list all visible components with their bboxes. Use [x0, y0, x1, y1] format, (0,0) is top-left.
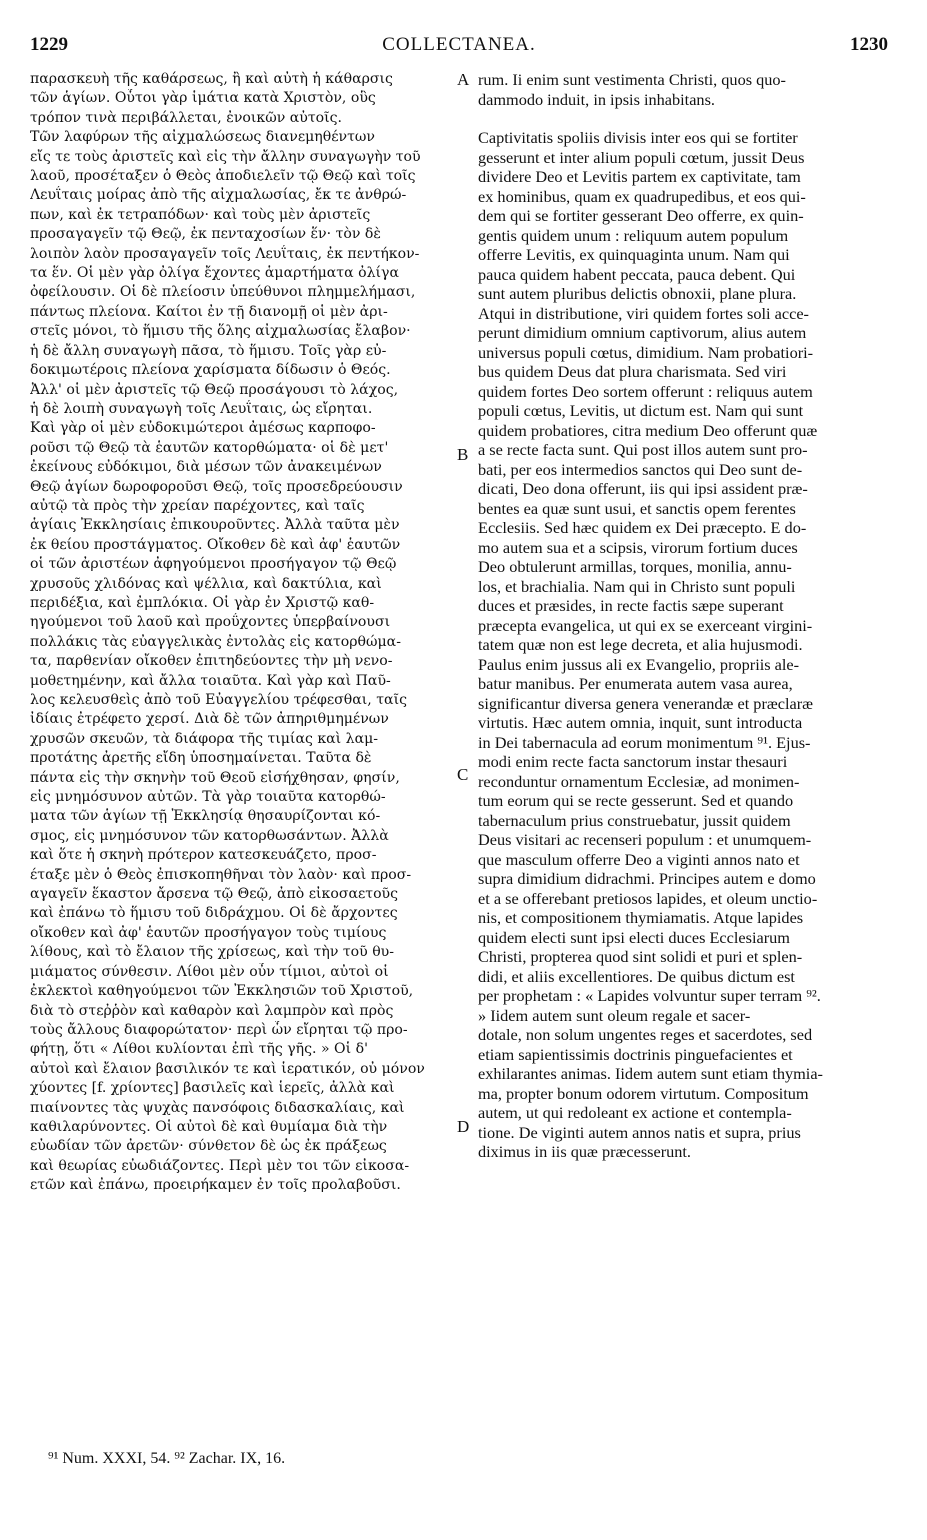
- section-marker-b: B: [457, 445, 469, 464]
- latin-text-line: pauca quidem habent peccata, pauca debent. Qui: [478, 264, 796, 284]
- latin-text-line: Paulus enim jussus ali ex Evangelio, propriis ale-: [478, 654, 800, 674]
- latin-text-line: dotale, non solum ungentes reges et sacerdotes, sed: [478, 1025, 813, 1044]
- greek-text-line: ἐκ θείου προστάγματος. Οἴκοθεν δὲ καὶ ἀφ' ἑαυτῶν: [30, 536, 401, 553]
- latin-text-line: gentis quidem unum : reliquum autem populum: [478, 225, 789, 245]
- latin-text-line: in Dei tabernacula ad eorum monimentum ⁹¹. Ejus-: [478, 732, 811, 752]
- greek-text-line: πάντως πλείονα. Καίτοι ἐν τῇ διανομῇ οἱ μὲν ἀρι-: [30, 303, 388, 320]
- latin-text-line: sunt autem pluribus delictis obnoxii, plane plura.: [478, 284, 797, 303]
- greek-text-line: τῶν ἁγίων. Οὗτοι γὰρ ἱμάτια κατὰ Χριστὸν, οὓς: [30, 90, 376, 107]
- greek-text-line: φήτῃ, ὅτι « Λίθοι κυλίονται ἐπὶ τῆς γῆς. » Οἱ δ': [30, 1041, 368, 1058]
- greek-text-line: αγαγεῖν ἕκαστον ἄρσενα τῷ Θεῷ, ἀπὸ εἰκοσαετοῦς: [30, 886, 399, 903]
- paragraph-gap: [478, 109, 890, 128]
- latin-text-line: exhilarantes animas. Iidem autem sunt etiam thymia-: [478, 1064, 823, 1083]
- latin-text-line: autem, ut qui redoleant ex actione et contempla-: [478, 1103, 792, 1122]
- greek-text-line: Ἀλλ' οἱ μὲν ἀριστεῖς τῷ Θεῷ προσάγουσι τὸ λάχος,: [30, 381, 399, 398]
- latin-main-text: [478, 128, 890, 1162]
- greek-text-line: αὐτοὶ καὶ ἔλαιον βασιλικόν τε καὶ ἱερατικόν, οὐ μόνον: [30, 1060, 425, 1077]
- section-marker-c: C: [457, 765, 469, 784]
- latin-intro: [478, 70, 890, 109]
- latin-text-line: offerre Levitis, ex quinquaginta unum. Nam qui: [478, 245, 790, 264]
- latin-text-line: tione. De viginti autem annos natis et supra, prius: [478, 1122, 801, 1142]
- latin-text-line: didi, et aliis excellentiores. De quibus dictum est: [478, 966, 795, 986]
- greek-text-line: σμος, εἰς μνημόσυνον τῶν κατορθωσάντων. Ἀλλὰ: [30, 827, 389, 844]
- greek-text-line: αὐτῷ τὰ πρὸς τὴν χρείαν παρέχοντες, καὶ ταῖς: [30, 497, 365, 514]
- greek-text-line: Θεῷ ἁγίων δωροφοροῦσι Θεῷ, τοῖς προσεδρεύουσιν: [30, 478, 403, 495]
- footnotes: ⁹¹ Num. XXXI, 54. ⁹² Zachar. IX, 16.: [48, 1450, 286, 1467]
- latin-text-line: rum. Ii enim sunt vestimenta Christi, quos quo-: [478, 70, 786, 89]
- greek-text-line: ἡ δὲ λοιπὴ συναγωγὴ τοῖς Λευΐταις, ὡς εἴρηται.: [30, 400, 373, 417]
- latin-text-line: Atqui in distributione, viri quidem fortes soli acce-: [478, 303, 809, 323]
- latin-text-line: perunt dimidium omnium captivorum, alius autem: [478, 323, 807, 342]
- latin-text-line: supra dimidium didrachmi. Principes autem e domo: [478, 869, 816, 888]
- greek-text-line: ματα τῶν ἁγίων τῇ Ἐκκλησίᾳ θησαυρίζονται κό-: [30, 808, 381, 825]
- greek-text-line: ὀφείλουσιν. Οἱ δὲ πλείοσιν ὑπεύθυνοι πλημμελήμασι,: [30, 284, 416, 301]
- latin-text-line: dicati, Deo dona offerunt, iis qui ipsi assident præ-: [478, 479, 808, 498]
- latin-text-line: Deus visitari ac recenseri populum : et unumquem-: [478, 830, 812, 849]
- latin-text-line: Deo obtulerunt armillas, torques, monilia, annu-: [478, 557, 792, 576]
- latin-text-line: los, et brachialia. Nam qui in Christo sunt populi: [478, 576, 796, 596]
- greek-text-line: Τῶν λαφύρων τῆς αἰχμαλώσεως διανεμηθέντων: [30, 129, 375, 146]
- greek-text-line: παρασκευὴ τῆς καθάρσεως, ἢ καὶ αὐτὴ ἡ κάθαρσις: [30, 71, 393, 87]
- page-header: [30, 34, 888, 64]
- greek-text-line: καὶ ὅτε ἡ σκηνὴ πρότερον κατεσκευάζετο, προσ-: [30, 847, 377, 864]
- latin-text-line: nis, et compositionem thymiamatis. Atque lapides: [478, 908, 804, 927]
- greek-text-line: ἡ δὲ ἄλλη συναγωγὴ πᾶσα, τὸ ἥμισυ. Τοῖς γὰρ εὐ-: [30, 342, 387, 359]
- greek-text-line: περιδέξια, καὶ ἐμπλόκια. Οἱ γὰρ ἐν Χριστῷ καθ-: [30, 594, 375, 611]
- latin-text-line: Christi, propterea quod sint solidi et puri et splen-: [478, 947, 803, 966]
- greek-text-line: πιαίνοντες τὰς ψυχὰς πανσόφοις διδασκαλίαις, καὶ: [30, 1099, 405, 1116]
- latin-text-line: a se recte facta sunt. Qui post illos autem sunt pro-: [478, 440, 808, 459]
- greek-text-line: λος κελευσθεὶς ἀπὸ τοῦ Εὐαγγελίου τρέφεσθαι, ταῖς: [30, 692, 407, 708]
- greek-text-column: [30, 70, 454, 1196]
- latin-text-column: [478, 70, 890, 1162]
- greek-text-line: χύοντες [f. χρίοντες] βασιλεῖς καὶ ἱερεῖς, ἀλλὰ καὶ: [30, 1080, 395, 1097]
- greek-text-line: προσαγαγεῖν τῷ Θεῷ, ἐκ πενταχοσίων ἕν· τὸν δὲ: [30, 226, 381, 243]
- latin-text-line: dem qui se fortiter gesserant Deo offerre, ex quin-: [478, 206, 804, 225]
- greek-text-line: καὶ θεωρίας εὐωδιάζοντες. Περὶ μὲν τοι τῶν εἰκοσα-: [30, 1157, 410, 1174]
- greek-text-line: μοθετημένην, καὶ ἄλλα τοιαῦτα. Καὶ γὰρ καὶ Παῦ-: [30, 672, 391, 689]
- latin-text-line: Ecclesiis. Sed hæc quidem ex Dei præcepto. E do-: [478, 518, 807, 537]
- latin-text-line: dividere Deo et Levitis partem ex captivitate, tam: [478, 167, 801, 186]
- greek-text-line: λίθους, καὶ τὸ ἔλαιον τῆς χρίσεως, καὶ τὴν τοῦ θυ-: [30, 944, 395, 961]
- latin-text-line: tatem quæ non est lege decreta, et alia hujusmodi.: [478, 635, 803, 654]
- latin-text-line: » Iidem autem sunt oleum regale et sacer-: [478, 1005, 751, 1025]
- latin-text-line: bentes ea quæ sunt usui, et sanctis opem ferentes: [478, 498, 796, 518]
- greek-text-line: ροῦσι τῷ Θεῷ τὰ ἑαυτῶν κατορθώματα· οἱ δὲ μετ': [30, 439, 389, 456]
- greek-text-line: τα ἕν. Οἱ μὲν γὰρ ὀλίγα ἔχοντες ἁμαρτήματα ὀλίγα: [30, 265, 399, 282]
- greek-text-line: εἰς μνημόσυνον αὐτῶν. Τὰ γὰρ τοιαῦτα κατορθώ-: [30, 789, 386, 806]
- latin-text-line: batur manibus. Per enumerata autem vasa aurea,: [478, 674, 793, 693]
- latin-text-line: bus quidem Deus dat plura charismata. Sed viri: [478, 362, 787, 381]
- right-page-number: 1230: [850, 34, 888, 55]
- greek-text-line: τα, παρθενίαν οἴκοθεν ἐπιτηδεύοντες τὴν μὴ νενο-: [30, 653, 393, 670]
- latin-text-line: dammodo induit, in ipsis inhabitans.: [478, 89, 715, 109]
- greek-text-line: ἐκείνους εὐδόκιμοι, διὰ μέσων τῶν ἀνακειμένων: [30, 459, 382, 476]
- greek-text-line: διὰ τὸ στεῤῥὸν καὶ καθαρὸν καὶ λαμπρὸν καὶ πρὸς: [30, 1002, 394, 1019]
- greek-text-line: λοιπὸν λαὸν προσαγαγεῖν τοῖς Λευΐταις, ἐκ πεντήκον-: [30, 245, 420, 262]
- latin-text-line: et a se offerebant pretiosos lapides, et oleum unctio-: [478, 888, 818, 908]
- greek-text-line: στεῖς μόνοι, τὸ ἥμισυ τῆς ὅλης αἰχμαλωσίας ἔλαβον·: [30, 323, 411, 340]
- latin-text-line: bati, per eos intermedios sanctos qui Deo sunt de-: [478, 459, 803, 479]
- greek-text-line: εἴς τε τοὺς ἀριστεῖς καὶ εἰς τὴν ἄλλην συναγωγὴν τοῦ: [30, 148, 421, 165]
- greek-text-line: μιάματος σύνθεσιν. Λίθοι μὲν οὖν τίμιοι, αὐτοὶ οἱ: [30, 963, 389, 980]
- latin-text-line: universus populi cœtus, dimidium. Nam probatiori-: [478, 342, 814, 362]
- greek-text-line: χρυσῶν σκευῶν, τὰ διάφορα τῆς τιμίας καὶ λαμ-: [30, 730, 379, 747]
- latin-text-line: populi cœtus, Levitis, ut dictum est. Nam qui sunt: [478, 401, 804, 420]
- latin-text-line: duces et præsides, in recte factis sæpe superant: [478, 596, 784, 615]
- latin-text-line: præcepta evangelica, ut qui ex se exerceant virgini-: [478, 615, 813, 635]
- latin-text-line: modi enim recte facta sanctorum instar thesauri: [478, 752, 788, 771]
- greek-text-line: οἱ τῶν ἀριστέων ἀφηγούμενοι προσήγαγον τῷ Θεῷ: [30, 556, 397, 573]
- greek-text-line: προτάτης ἀρετῆς εἴδη ὑποσημαίνεται. Ταῦτα δὲ: [30, 750, 372, 767]
- latin-text-line: reconduntur ornamentum Ecclesiæ, ad monimen-: [478, 771, 800, 791]
- greek-text-line: οἴκοθεν καὶ ἀφ' ἑαυτῶν προσήγαγον τοὺς τιμίους: [30, 924, 387, 941]
- latin-text-line: tabernaculum prius construebatur, jussit quidem: [478, 810, 791, 830]
- greek-text-line: ηγούμενοι τοῦ λαοῦ καὶ προΰχοντες ὑπερβαίνουσι: [30, 614, 391, 631]
- greek-text-line: ετῶν καὶ ἐπάνω, προειρήκαμεν ἐν τοῖς προλαβοῦσι.: [30, 1177, 401, 1194]
- latin-text-line: Captivitatis spoliis divisis inter eos qui se fortiter: [478, 128, 798, 147]
- greek-text-line: έταξε μὲν ὁ Θεὸς ἐπισκοπηθῆναι τὸν λαὸν· καὶ προσ-: [30, 866, 412, 883]
- running-title: COLLECTANEA.: [382, 34, 536, 55]
- latin-text-line: que masculum offerre Deo a viginti annos nato et: [478, 849, 800, 869]
- latin-text-line: ex hominibus, quam ex quadrupedibus, et eos qui-: [478, 186, 806, 206]
- greek-text-line: χρυσοῦς χλιδόνας καὶ ψέλλια, καὶ δακτύλια, καὶ: [30, 575, 382, 592]
- greek-text-line: καὶ ἐπάνω τὸ ἥμισυ τοῦ διδράχμου. Οἱ δὲ ἄρχοντες: [30, 905, 398, 922]
- latin-text-line: significantur diversa genera venerandæ et præclaræ: [478, 693, 813, 713]
- latin-text-line: ma, propter bonum odorem virtutum. Compositum: [478, 1083, 809, 1103]
- left-page-number: 1229: [30, 34, 68, 55]
- greek-text-line: ἁγίαις Ἐκκλησίαις ἐπικουροῦντες. Ἀλλὰ ταῦτα μὲν: [30, 517, 400, 534]
- greek-text-line: τρόπον τινὰ περιβάλλεται, ἐνοικῶν αὐτοῖς.: [30, 109, 343, 126]
- greek-text-line: πάντα εἰς τὴν σκηνὴν τοῦ Θεοῦ εἰσήχθησαν, φησίν,: [30, 769, 400, 786]
- greek-text-line: ἐκλεκτοὶ καθηγούμενοι τῶν Ἐκκλησιῶν τοῦ Χριστοῦ,: [30, 983, 414, 1000]
- latin-text-line: virtutis. Hæc autem omnia, inquit, sunt introducta: [478, 713, 803, 732]
- latin-text-line: mo autem sua et a scipsis, virorum fortium duces: [478, 537, 798, 557]
- section-marker-d: D: [457, 1117, 470, 1136]
- section-marker-a: A: [457, 70, 470, 89]
- greek-text-line: εὐωδίαν τῶν ἀρετῶν· σύνθετον δὲ ὡς ἐκ πράξεως: [30, 1138, 387, 1155]
- greek-text-line: ἰδίαις ἐτρέφετο χερσί. Διὰ δὲ τῶν ἀπηριθμημένων: [30, 711, 389, 728]
- latin-text-line: tum eorum qui se recte gesserunt. Sed et quando: [478, 791, 794, 810]
- latin-text-line: gesserunt et inter alium populi cœtum, jussit Deus: [478, 147, 805, 167]
- greek-text-line: δοκιμωτέροις πλείονα χαρίσματα δίδωσιν ὁ Θεός.: [30, 362, 391, 379]
- greek-text-line: Καὶ γὰρ οἱ μὲν εὐδοκιμώτεροι ἀμέσως καρποφο-: [30, 420, 376, 437]
- latin-text-line: per prophetam : « Lapides volvuntur super terram ⁹².: [478, 986, 821, 1005]
- greek-text-line: πων, καὶ ἐκ τετραπόδων· καὶ τοὺς μὲν ἀριστεῖς: [30, 206, 371, 223]
- latin-text-line: quidem electi sunt ipsi electi duces Ecclesiarum: [478, 927, 790, 947]
- latin-text-line: diximus in iis quæ præcesserunt.: [478, 1142, 692, 1161]
- greek-text-line: Λευΐταις μοίρας ἀπὸ τῆς αἰχμαλωσίας, ἔκ τε ἀνθρώ-: [30, 187, 407, 204]
- greek-text-line: τοὺς ἄλλους διαφορώτατον· περὶ ὧν εἴρηται τῷ προ-: [30, 1021, 408, 1038]
- latin-text-line: quidem probatiores, citra medium Deo offerunt quæ: [478, 420, 818, 440]
- greek-text-line: καθιλαρύνοντες. Οἱ αὐτοὶ δὲ καὶ θυμίαμα διὰ τὴν: [30, 1118, 388, 1135]
- latin-text-line: etiam sapientissimis doctrinis pinguefacientes et: [478, 1044, 793, 1064]
- greek-text-line: πολλάκις τὰς εὐαγγελικὰς ἐντολὰς εἰς κατορθώμα-: [30, 633, 401, 650]
- latin-text-line: quidem fortes Deo sortem offerunt : reliquus autem: [478, 381, 813, 401]
- greek-text-line: λαοῦ, προσέταξεν ὁ Θεὸς ἀποδιελεῖν τῷ Θεῷ καὶ τοῖς: [30, 168, 416, 185]
